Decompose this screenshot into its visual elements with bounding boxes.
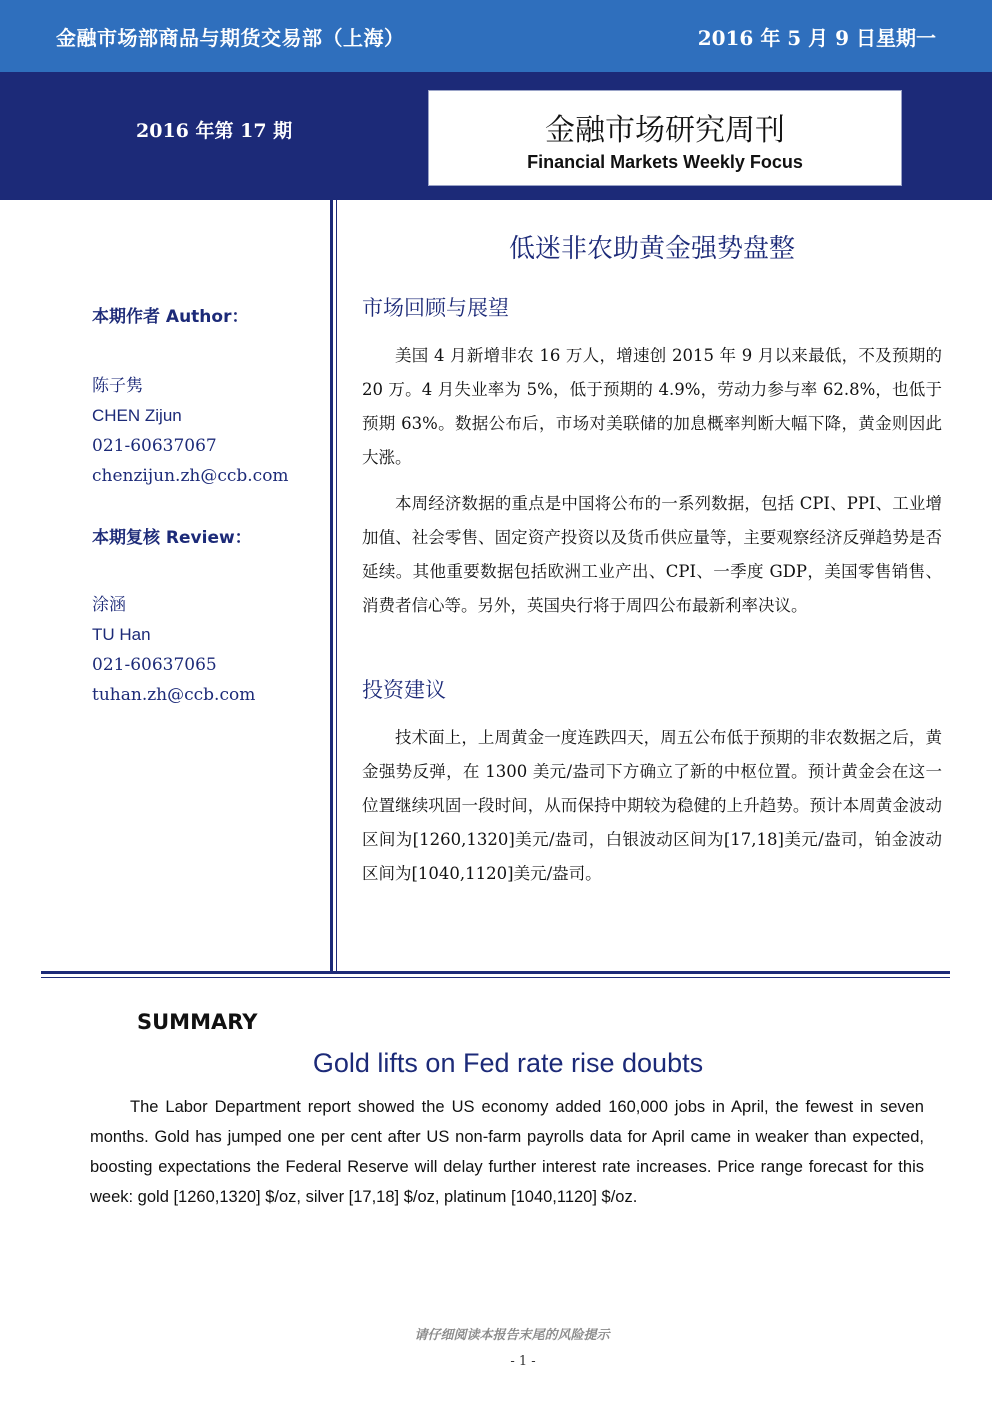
reviewer-name-cn: 涂涵 xyxy=(92,595,126,615)
publish-date: 2016 年 5 月 9 日星期一 xyxy=(697,26,936,50)
section-title-advice: 投资建议 xyxy=(362,678,446,702)
author-heading: 本期作者 Author： xyxy=(92,307,249,327)
summary-title: Gold lifts on Fed rate rise doubts xyxy=(312,1048,704,1078)
section-review-paragraph-1: 美国 4 月新增非农 16 万人，增速创 2015 年 9 月以来最低，不及预期的 20 万。4 月失业率为 5%，低于预期的 4.9%，劳动力参与率 62.8%，也低于预期 63%。数据公布后，市场对美联储的加息概率判断大幅下降，黄金则因此大涨。 xyxy=(362,346,942,467)
top-banner xyxy=(0,0,992,72)
reviewer-email[interactable]: tuhan.zh@ccb.com xyxy=(92,685,256,705)
department-name: 金融市场部商品与期货交易部（上海） xyxy=(56,26,405,50)
review-heading: 本期复核 Review： xyxy=(92,528,252,548)
author-name-en: CHEN Zijun xyxy=(92,406,182,425)
author-phone: 021-60637067 xyxy=(92,436,217,456)
issue-number: 2016 年第 17 期 xyxy=(136,120,293,142)
reviewer-phone: 021-60637065 xyxy=(92,655,217,675)
summary-heading: SUMMARY xyxy=(137,1010,258,1034)
section-divider xyxy=(41,971,950,974)
publication-title-box xyxy=(428,90,902,186)
page-number: - 1 - xyxy=(510,1354,536,1369)
section-advice-paragraph: 技术面上，上周黄金一度连跌四天，周五公布低于预期的非农数据之后，黄金强势反弹，在 1300 美元/盎司下方确立了新的中枢位置。预计黄金会在这一位置继续巩固一段时间，从而保持中期较为稳健的上升趋势。预计本周黄金波动区间为[1260,1320]美元/盎司，白银波动区间为[17,18]美元/盎司，铂金波动区间为[1040,1120]美元/盎司。 xyxy=(362,728,942,883)
column-divider-thin xyxy=(336,200,337,972)
column-divider xyxy=(330,200,333,972)
reviewer-name-en: TU Han xyxy=(92,625,151,644)
risk-disclaimer-note: 请仔细阅读本报告末尾的风险提示 xyxy=(414,1328,610,1343)
publication-title-cn: 金融市场研究周刊 xyxy=(545,113,785,148)
author-email[interactable]: chenzijun.zh@ccb.com xyxy=(92,466,289,486)
publication-title-en: Financial Markets Weekly Focus xyxy=(527,152,803,172)
article-title: 低迷非农助黄金强势盘整 xyxy=(508,234,795,264)
section-review-paragraph-2: 本周经济数据的重点是中国将公布的一系列数据，包括 CPI、PPI、工业增加值、社会零售、固定资产投资以及货币供应量等，主要观察经济反弹趋势是否延续。其他重要数据包括欧洲工业产出、CPI、一季度 GDP，美国零售销售、消费者信心等。另外，英国央行将于周四公布最新利率决议。 xyxy=(362,494,942,615)
section-divider-thin xyxy=(41,977,950,978)
summary-text: The Labor Department report showed the US economy added 160,000 jobs in April, the fewest in seven months. Gold has jumped one per cent after US non-farm payrolls data for April came in weaker than expected, boosting expectations the Federal Reserve will delay further interest rate increases. Price range forecast for this week: gold [1260,1320] $/oz, silver [17,18] $/oz, platinum [1040,1120] $/oz. xyxy=(90,1098,924,1206)
author-name-cn: 陈子隽 xyxy=(92,376,143,396)
sidebar xyxy=(92,302,328,710)
section-title-review: 市场回顾与展望 xyxy=(362,296,509,320)
